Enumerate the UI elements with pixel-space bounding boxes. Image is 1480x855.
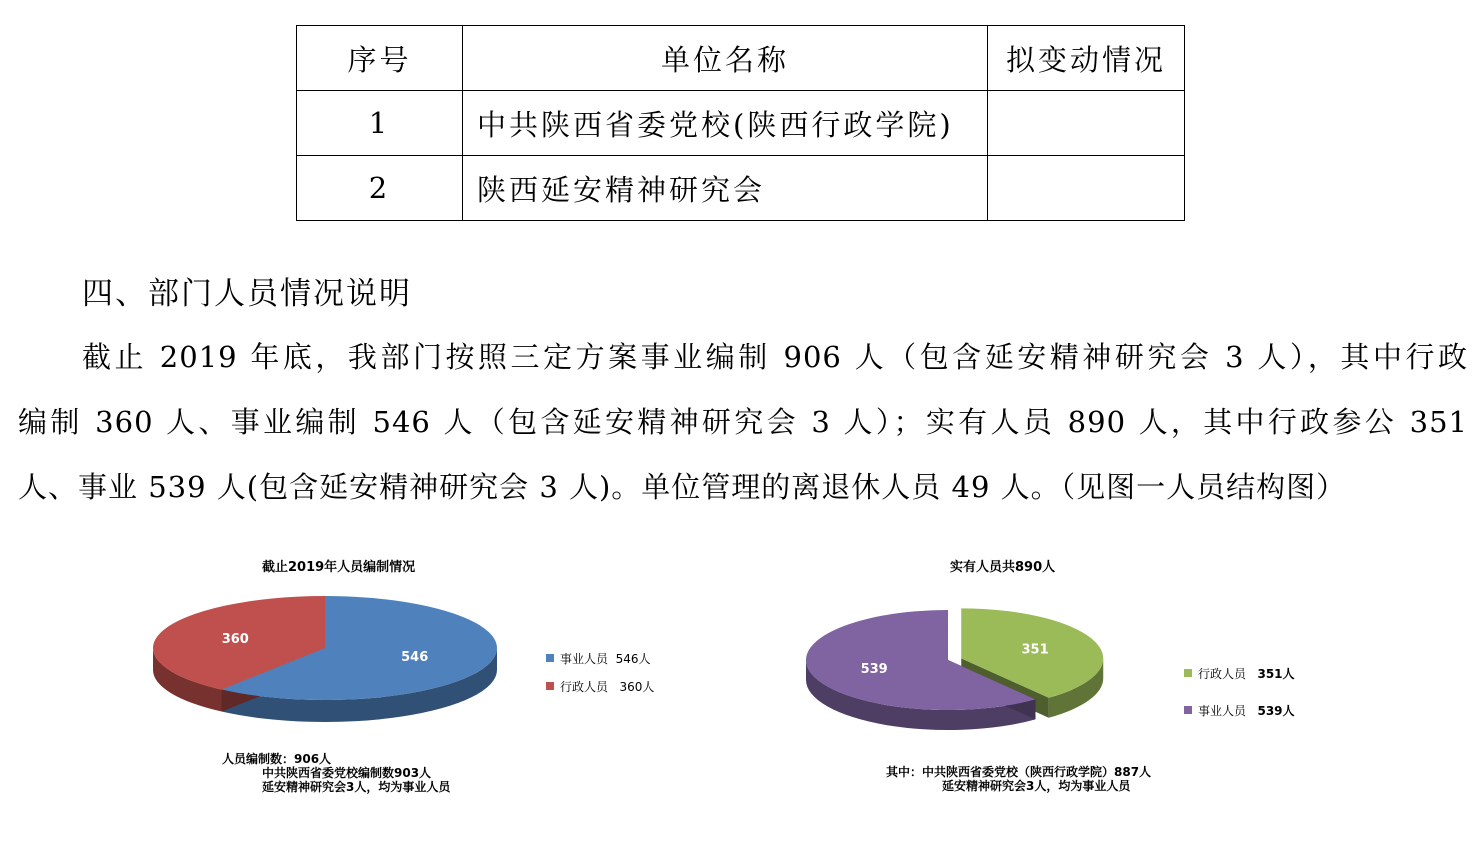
chart1-note-1: 中共陕西省委党校编制数903人 [262, 766, 432, 780]
chart2-note-1: 延安精神研究会3人，均为事业人员 [942, 779, 1131, 793]
row-no: 2 [297, 156, 463, 221]
table-header-row [297, 26, 1185, 91]
paragraph-line: 编制 360 人、事业编制 546 人（包含延安精神研究会 3 人）；实有人员 890 人，其中行政参公 351 [18, 405, 1468, 439]
chart1-data-label-1: 360 [221, 631, 249, 647]
row-unit-name: 陕西延安精神研究会 [463, 156, 988, 221]
header-unit-name: 单位名称 [463, 26, 988, 91]
chart1-legend-1: 行政人员 360人 [560, 680, 655, 694]
chart2-data-label-0: 351 [1021, 642, 1049, 658]
row-change [988, 156, 1185, 221]
chart2-note-0: 其中：中共陕西省委党校（陕西行政学院）887人 [886, 765, 1152, 779]
chart1-title: 截止2019年人员编制情况 [262, 560, 416, 575]
section-heading: 四、部门人员情况说明 [82, 276, 412, 312]
chart1-legend-swatch-1 [546, 682, 554, 690]
chart2-legend-swatch-0 [1184, 669, 1192, 677]
chart2-title: 实有人员共890人 [950, 560, 1056, 575]
body-paragraph [18, 325, 1468, 520]
header-change: 拟变动情况 [988, 26, 1185, 91]
chart2-data-label-1: 539 [860, 661, 888, 677]
chart1-pie [140, 590, 510, 730]
chart1-note-0: 人员编制数：906人 [222, 752, 332, 766]
chart1-legend-swatch-0 [546, 654, 554, 662]
chart2-legend-swatch-1 [1184, 706, 1192, 714]
row-no: 1 [297, 91, 463, 156]
table-row [297, 91, 1185, 156]
paragraph-line: 截止 2019 年底，我部门按照三定方案事业编制 906 人（包含延安精神研究会 3 人），其中行政 [82, 340, 1468, 374]
chart1-data-label-0: 546 [401, 650, 429, 666]
units-table [296, 25, 1185, 221]
row-unit-name: 中共陕西省委党校(陕西行政学院) [463, 91, 988, 156]
chart2-pie [800, 605, 1120, 735]
chart1-note-2: 延安精神研究会3人，均为事业人员 [262, 780, 451, 794]
header-no: 序号 [297, 26, 463, 91]
chart2-legend-1: 事业人员 539人 [1198, 704, 1295, 718]
chart1-legend-0: 事业人员 546人 [560, 652, 651, 666]
paragraph-line: 人、事业 539 人(包含延安精神研究会 3 人)。单位管理的离退休人员 49 人。（见图一人员结构图） [18, 470, 1347, 504]
chart2-legend-0: 行政人员 351人 [1198, 667, 1295, 681]
table-row [297, 156, 1185, 221]
row-change [988, 91, 1185, 156]
